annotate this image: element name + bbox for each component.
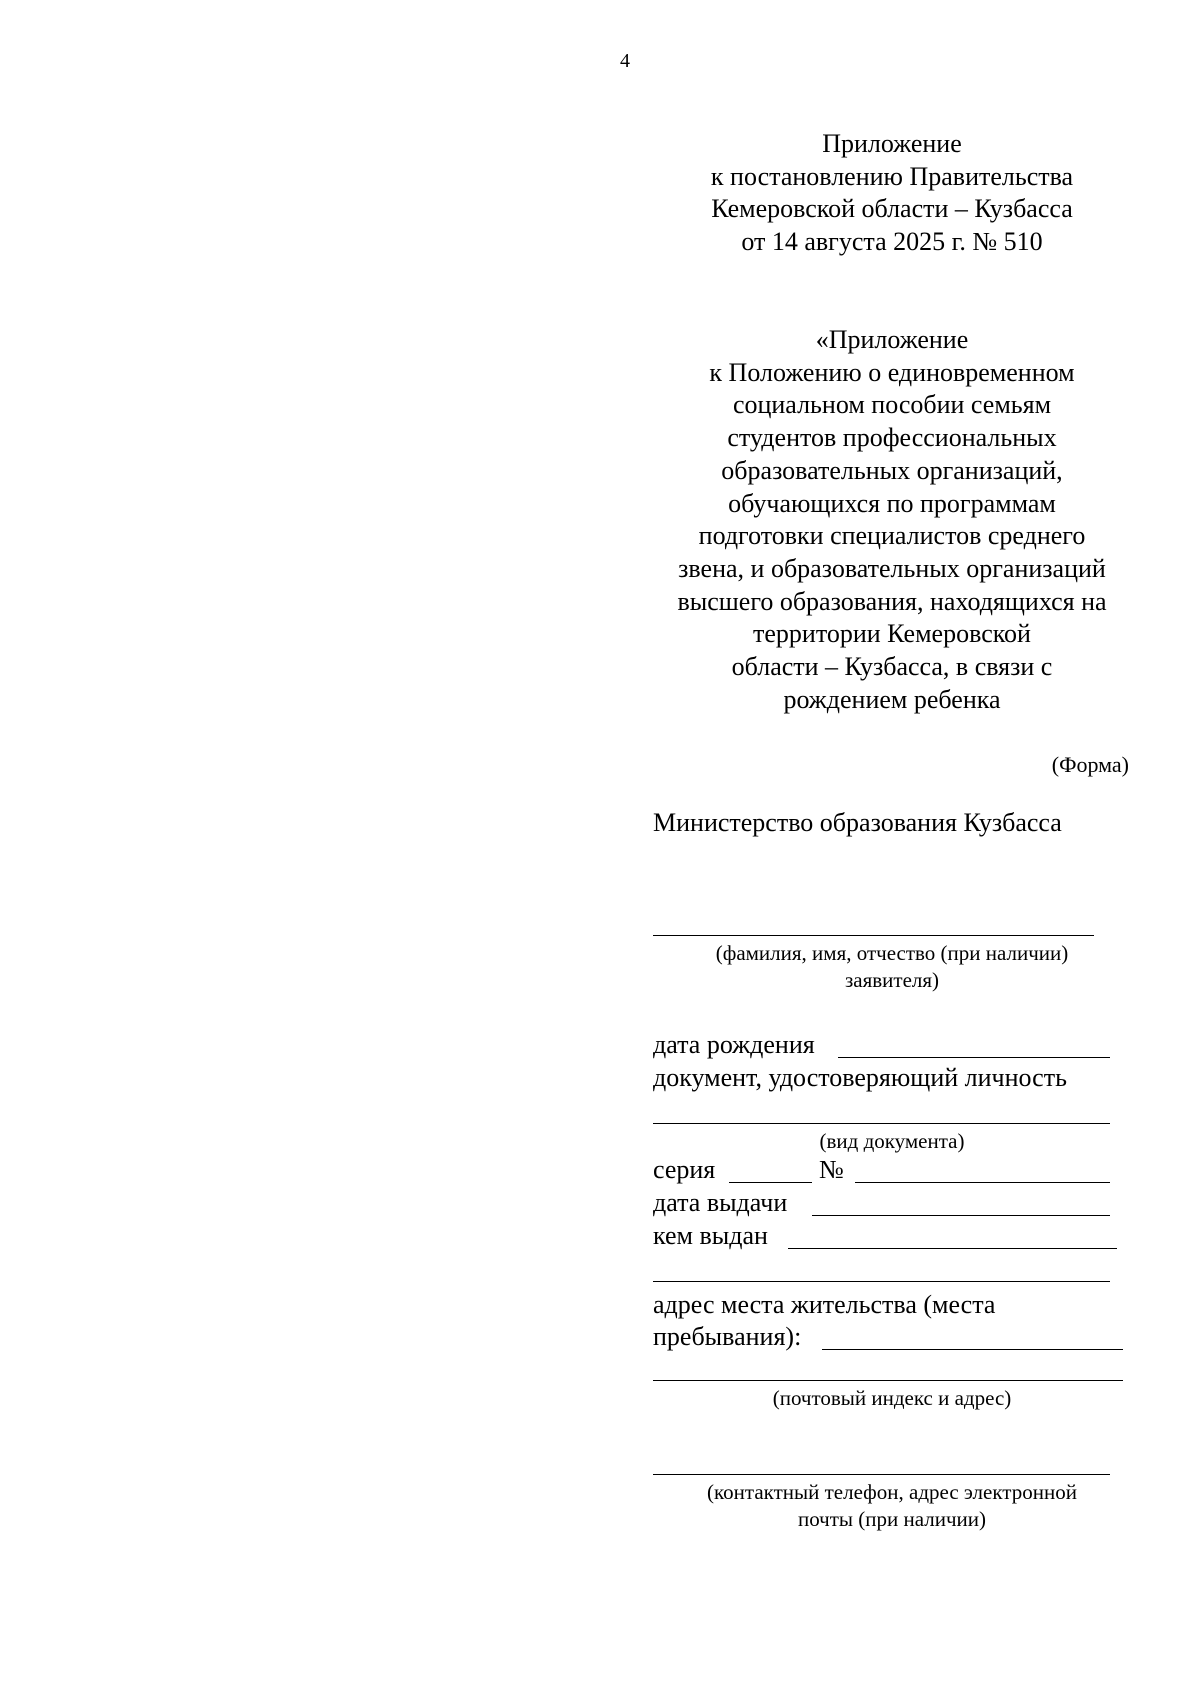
appendix-line: территории Кемеровской [753,619,1031,649]
applicant-name-line[interactable] [653,935,1094,936]
contact-line[interactable] [653,1474,1110,1475]
appendix-line: к Положению о единовременном [709,357,1075,387]
appendix-line: подготовки специалистов среднего [698,521,1086,551]
approval-line: Приложение [822,129,962,158]
identity-document-label: документ, удостоверяющий личность [653,1063,1067,1092]
appendix-line: образовательных организаций, [721,455,1063,485]
appendix-line: области – Кузбасса, в связи с [731,652,1053,682]
series-line[interactable] [729,1182,812,1183]
issue-date-label: дата выдачи [653,1188,788,1217]
appendix-line: высшего образования, находящихся на [677,586,1107,616]
address-caption [653,1385,1131,1412]
caption-line: (контактный телефон, адрес электронной [707,1480,1077,1504]
birth-date-line[interactable] [838,1057,1110,1058]
page-number: 4 [620,50,630,72]
issued-by-line[interactable] [788,1248,1117,1249]
caption-line: (почтовый индекс и адрес) [772,1386,1012,1410]
caption-line: (фамилия, имя, отчество (при наличии) [715,941,1069,965]
approval-line: к постановлению Правительства [710,161,1074,191]
ministry-addressee: Министерство образования Кузбасса [653,808,1062,837]
applicant-name-caption [653,940,1131,994]
address-line-2[interactable] [653,1380,1123,1381]
caption-line: заявителя) [844,968,940,992]
address-label: адрес места жительства (места [653,1290,996,1319]
document-type-caption [653,1128,1131,1155]
document-type-line[interactable] [653,1123,1110,1124]
address-line[interactable] [822,1349,1123,1350]
document-number-line[interactable] [855,1182,1110,1183]
series-label: серия [653,1155,716,1184]
appendix-block [653,324,1131,716]
appendix-line: социальном пособии семьям [732,390,1052,420]
address-label-2: пребывания): [653,1322,802,1351]
appendix-line: студентов профессиональных [727,423,1057,453]
appendix-line: звена, и образовательных организаций [678,553,1106,583]
contact-caption [653,1479,1131,1533]
appendix-line: «Приложение [815,325,969,354]
issued-by-label: кем выдан [653,1221,768,1250]
birth-date-label: дата рождения [653,1030,815,1059]
issue-date-line[interactable] [812,1215,1110,1216]
form-label: (Форма) [1051,752,1129,777]
approval-block [653,128,1131,259]
issued-by-line-2[interactable] [653,1281,1110,1282]
appendix-line: обучающихся по программам [728,488,1056,518]
appendix-line: рождением ребенка [783,684,1001,714]
caption-line: (вид документа) [819,1129,965,1153]
approval-line: от 14 августа 2025 г. № 510 [741,227,1043,257]
number-sign: № [819,1155,844,1184]
caption-line: почты (при наличии) [797,1507,986,1531]
approval-line: Кемеровской области – Кузбасса [711,194,1073,224]
